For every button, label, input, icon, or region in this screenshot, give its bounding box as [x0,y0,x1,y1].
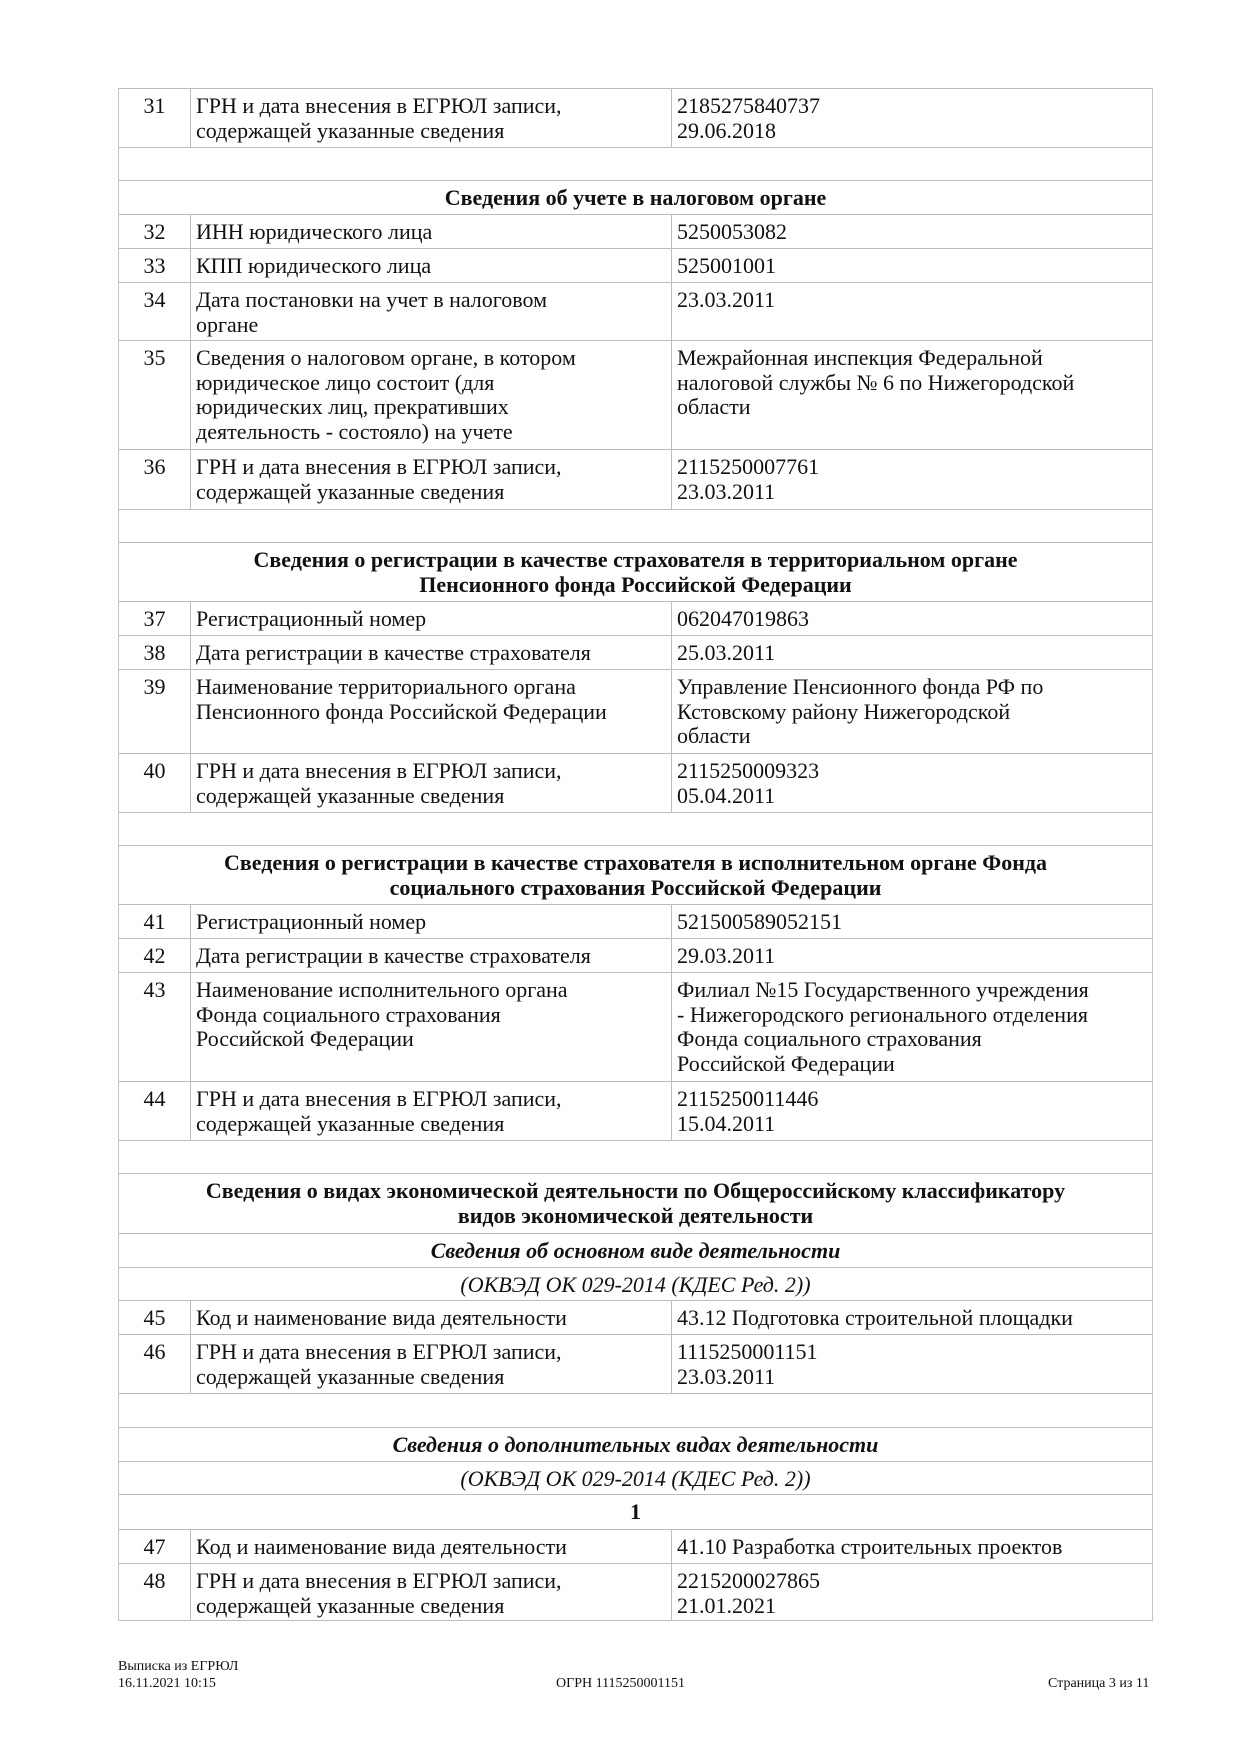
footer-doc-title: Выписка из ЕГРЮЛ [118,1659,239,1674]
row-label [191,939,672,972]
row-number: 31 [119,89,191,147]
inn-value: 5250053082 [677,219,787,244]
date-value: 21.01.2021 [677,1592,776,1618]
classifier-row [119,1461,1152,1494]
row-label [191,89,672,147]
section-header-pfr [119,542,1152,601]
row-value [672,754,1152,812]
row-number: 32 [119,215,191,248]
section-title [119,846,1152,904]
kpp-value: 525001001 [677,253,776,278]
grn-value: 1115250001151 [677,1339,818,1364]
row-label [191,754,672,812]
label-line: Сведения о налоговом органе, в котором [196,345,576,370]
table-row-39 [119,669,1152,753]
table-row-42 [119,938,1152,972]
table-row-41 [119,904,1152,938]
label-line: Регистрационный номер [196,909,427,934]
row-number: 34 [119,283,191,340]
date-value: 23.03.2011 [677,478,776,504]
row-label [191,602,672,635]
label-line: ГРН и дата внесения в ЕГРЮЛ записи, [196,1568,562,1593]
row-number: 36 [119,450,191,509]
table-row-47 [119,1529,1152,1563]
row-value [672,450,1152,509]
label-line: содержащей указанные сведения [196,782,505,808]
row-label [191,1082,672,1140]
row-value [672,905,1152,938]
label-line: юридических лиц, прекративших [196,394,509,419]
classifier-row [119,1267,1152,1300]
row-value [672,1564,1152,1620]
row-label [191,670,672,753]
grn-value: 2115250009323 [677,758,820,783]
row-value [672,670,1152,753]
section-title [119,181,1152,214]
footer-ogrn: ОГРН 1115250001151 [556,1676,686,1691]
section-title-line: Сведения о регистрации в качестве страхователя в исполнительном органе Фонда [223,850,1048,875]
date-value: 29.03.2011 [677,943,776,968]
spacer-row [119,509,1152,542]
section-title [119,543,1152,601]
row-value [672,636,1152,669]
extra-activity-index: 1 [630,1499,641,1524]
row-label [191,1530,672,1563]
date-value: 25.03.2011 [677,640,776,665]
row-value [672,341,1152,449]
label-line: Дата регистрации в качестве страхователя [196,640,591,665]
row-number: 46 [119,1335,191,1393]
section-title-line: Сведения о регистрации в качестве страхователя в территориальном органе [253,547,1018,572]
activity-value: 41.10 Разработка строительных проектов [677,1534,1063,1559]
row-number: 37 [119,602,191,635]
value-line: - Нижегородского регионального отделения [677,1001,1088,1027]
table-row-38 [119,635,1152,669]
row-number: 38 [119,636,191,669]
table-row-35 [119,340,1152,449]
table-row-45 [119,1300,1152,1334]
label-line: Код и наименование вида деятельности [196,1305,567,1330]
table-row-33 [119,248,1152,282]
reg-number-value: 062047019863 [677,606,809,631]
table-row-46 [119,1334,1152,1393]
table-row-31 [119,88,1152,147]
label-line: Наименование исполнительного органа [196,977,568,1002]
section-header-okved [119,1173,1152,1233]
label-line: ГРН и дата внесения в ЕГРЮЛ записи, [196,1086,562,1111]
label-line: Дата регистрации в качестве страхователя [196,943,591,968]
row-label [191,636,672,669]
label-line: ГРН и дата внесения в ЕГРЮЛ записи, [196,93,562,118]
row-number: 44 [119,1082,191,1140]
date-value: 23.03.2011 [677,1363,776,1389]
grn-value: 2115250007761 [677,454,820,479]
value-line: Управление Пенсионного фонда РФ по [677,674,1044,699]
table-row-36 [119,449,1152,509]
row-number: 47 [119,1530,191,1563]
table-row-40 [119,753,1152,812]
subsection-extra-activities [119,1427,1152,1461]
row-number: 42 [119,939,191,972]
subsection-main-activity [119,1233,1152,1267]
row-label [191,1564,672,1620]
row-value [672,1082,1152,1140]
row-value [672,602,1152,635]
label-line: содержащей указанные сведения [196,1363,505,1389]
value-line: Российской Федерации [677,1050,895,1076]
egrul-extract-table [118,88,1153,1621]
section-title-line: Сведения о видах экономической деятельности по Общероссийскому классификатору [205,1178,1066,1203]
section-header-fss [119,845,1152,904]
label-line: содержащей указанные сведения [196,478,505,504]
label-line: Регистрационный номер [196,606,427,631]
table-row-34 [119,282,1152,340]
row-number: 43 [119,973,191,1081]
grn-value: 2185275840737 [677,93,820,118]
subsection-title: Сведения об основном виде деятельности [430,1238,841,1263]
row-value [672,1335,1152,1393]
label-line: КПП юридического лица [196,253,432,278]
grn-value: 2215200027865 [677,1568,820,1593]
activity-value: 43.12 Подготовка строительной площадки [677,1305,1073,1330]
table-row-44 [119,1081,1152,1140]
value-line: области [677,394,751,419]
row-label [191,283,672,340]
table-row-32 [119,214,1152,248]
row-label [191,249,672,282]
row-label [191,905,672,938]
row-number: 35 [119,341,191,449]
row-value [672,973,1152,1081]
section-title-line: Сведения об учете в налоговом органе [444,185,827,210]
date-value: 29.06.2018 [677,117,776,143]
section-title-line: видов экономической деятельности [457,1202,814,1228]
value-line: Филиал №15 Государственного учреждения [677,977,1089,1002]
date-value: 23.03.2011 [677,287,776,312]
label-line: Пенсионного фонда Российской Федерации [196,698,607,724]
label-line: ГРН и дата внесения в ЕГРЮЛ записи, [196,758,562,783]
row-value [672,215,1152,248]
label-line: Дата постановки на учет в налоговом [196,287,548,312]
section-title-line: социального страхования Российской Федерации [389,874,882,900]
row-number: 40 [119,754,191,812]
row-value [672,1530,1152,1563]
label-line: Наименование территориального органа [196,674,576,699]
footer-datetime: 16.11.2021 10:15 [118,1676,216,1691]
label-line: Фонда социального страхования [196,1001,501,1027]
row-value [672,939,1152,972]
value-line: области [677,723,751,748]
label-line: содержащей указанные сведения [196,1110,505,1136]
label-line: ГРН и дата внесения в ЕГРЮЛ записи, [196,454,562,479]
row-label [191,215,672,248]
spacer-row [119,1140,1152,1173]
extra-activity-index-row [119,1494,1152,1529]
spacer-row [119,812,1152,845]
spacer-row [119,1393,1152,1427]
label-line: содержащей указанные сведения [196,117,505,143]
table-row-43 [119,972,1152,1081]
row-value [672,89,1152,147]
footer-page-number: Страница 3 из 11 [1048,1676,1150,1691]
row-label [191,973,672,1081]
row-number: 48 [119,1564,191,1620]
section-title-line: Пенсионного фонда Российской Федерации [419,571,852,597]
row-label [191,1301,672,1334]
date-value: 05.04.2011 [677,782,776,808]
label-line: деятельность - состояло) на учете [196,418,513,444]
section-title [119,1174,1152,1233]
row-number: 39 [119,670,191,753]
label-line: ИНН юридического лица [196,219,433,244]
date-value: 15.04.2011 [677,1110,776,1136]
row-label [191,341,672,449]
row-number: 41 [119,905,191,938]
section-header-tax [119,180,1152,214]
subsection-title: Сведения о дополнительных видах деятельности [392,1432,879,1457]
row-number: 33 [119,249,191,282]
label-line: юридическое лицо состоит (для [196,369,495,395]
row-value [672,249,1152,282]
table-row-48 [119,1563,1152,1621]
row-value [672,283,1152,340]
row-label [191,1335,672,1393]
label-line: содержащей указанные сведения [196,1592,505,1618]
classifier-label: (ОКВЭД ОК 029-2014 (КДЕС Ред. 2)) [460,1272,811,1297]
label-line: Код и наименование вида деятельности [196,1534,567,1559]
label-line: органе [196,311,259,337]
footer-left [118,1658,238,1692]
value-line: Фонда социального страхования [677,1026,982,1051]
row-number: 45 [119,1301,191,1334]
value-line: Межрайонная инспекция Федеральной [677,345,1043,370]
label-line: ГРН и дата внесения в ЕГРЮЛ записи, [196,1339,562,1364]
row-label [191,450,672,509]
table-row-37 [119,601,1152,635]
reg-number-value: 521500589052151 [677,909,842,934]
value-line: Кстовскому району Нижегородской [677,698,1011,724]
grn-value: 2115250011446 [677,1086,819,1111]
value-line: налоговой службы № 6 по Нижегородской [677,369,1075,395]
classifier-label: (ОКВЭД ОК 029-2014 (КДЕС Ред. 2)) [460,1466,811,1491]
spacer-row [119,147,1152,180]
row-value [672,1301,1152,1334]
label-line: Российской Федерации [196,1026,414,1051]
